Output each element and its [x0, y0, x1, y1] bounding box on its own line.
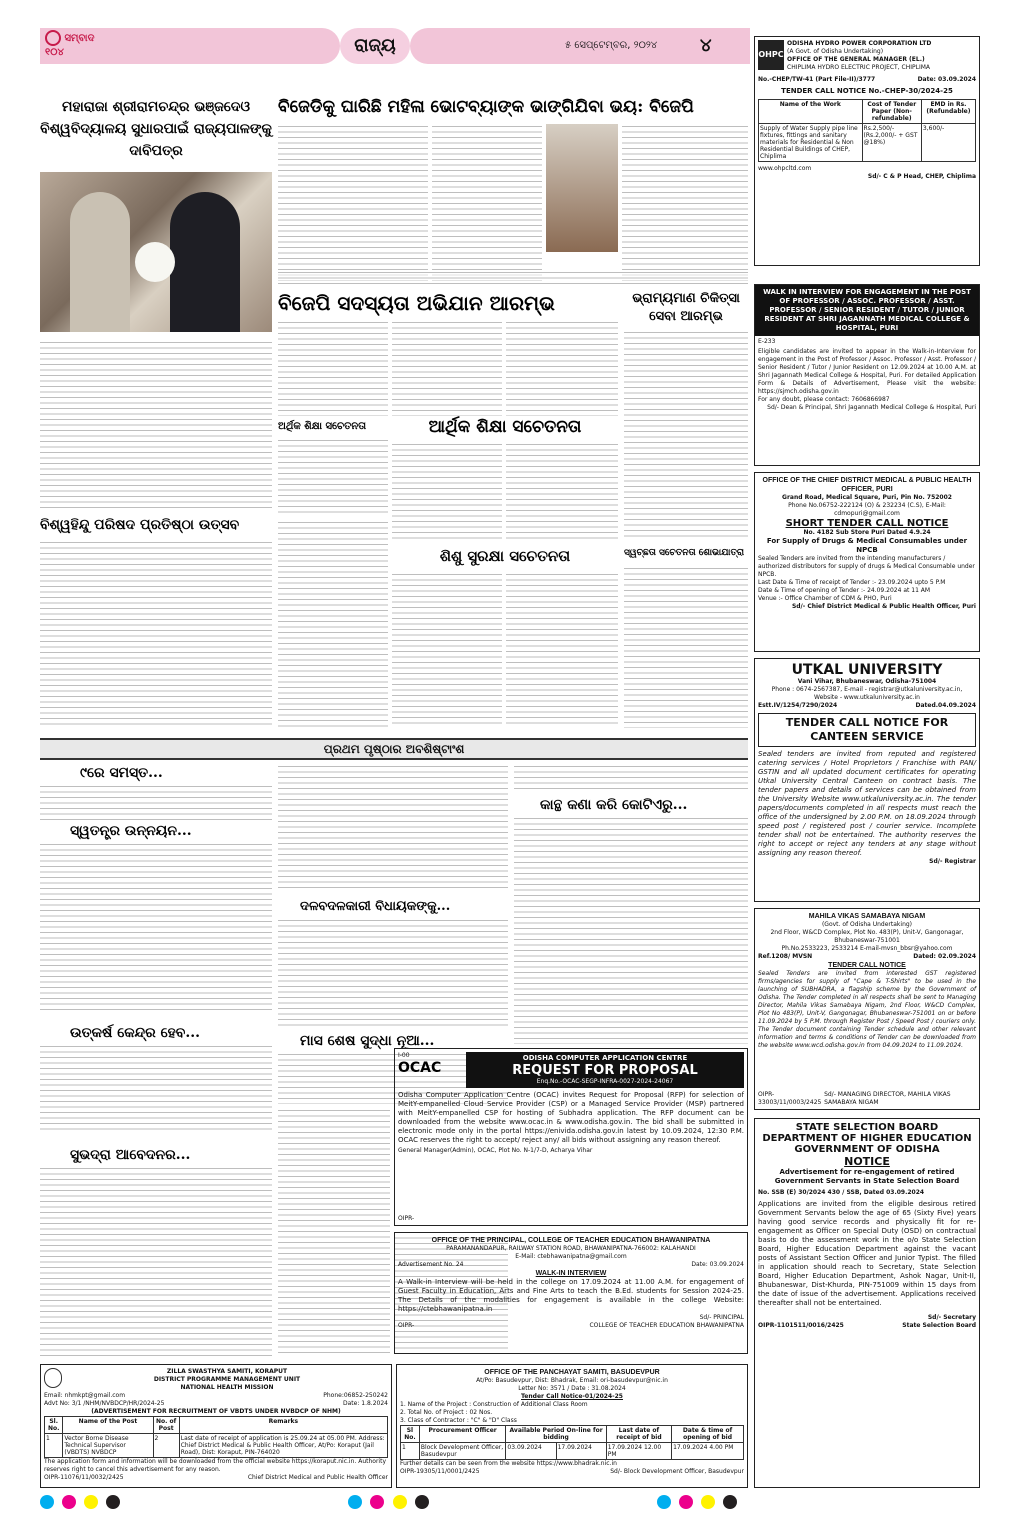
basudevpur-title: OFFICE OF THE PANCHAYAT SAMITI, BASUDEVPUR — [484, 1369, 660, 1376]
koraput-notice: (ADVERTISEMENT FOR RECRUITMENT OF VBDTS UNDER NVBDCP OF NHM) — [91, 1408, 341, 1415]
story7-body — [506, 572, 618, 728]
basudevpur-ad — [396, 1364, 748, 1488]
story3-body — [506, 320, 618, 416]
story7-body — [392, 572, 502, 728]
story6-headline: ବିଶ୍ୱହିନ୍ଦୁ ପରିଷଦ ପ୍ରତିଷ୍ଠା ଉତ୍ସବ — [40, 517, 240, 533]
ocac-title: REQUEST FOR PROPOSAL — [512, 1063, 698, 1078]
koraput-oipr: OIPR-11076/11/0032/2425 — [44, 1474, 124, 1481]
ssb-oipr: OIPR-1101511/0016/2425 — [758, 1322, 844, 1329]
td: 17.09.2024 4.00 PM — [672, 1443, 744, 1460]
td: 2 — [153, 1434, 179, 1458]
utkal-web: Website - www.utkaluniversity.ac.in — [814, 694, 920, 701]
mvsn-notice: TENDER CALL NOTICE — [828, 962, 906, 969]
mvsn-sign: Sd/- MANAGING DIRECTOR, MAHILA VIKAS SAMABAYA NIGAM — [824, 1091, 951, 1106]
ssb-t2: DEPARTMENT OF HIGHER EDUCATION — [762, 1133, 972, 1144]
basudevpur-table — [400, 1425, 744, 1460]
ssb-ad — [754, 1118, 980, 1488]
story8-body — [624, 566, 748, 728]
ocac-ref: Enq.No.-OCAC-SEGP-INFRA-0027-2024-24067 — [536, 1078, 674, 1085]
person-figure — [170, 192, 240, 332]
td: Rs.2,500/- (Rs.2,000/- + GST @18%) — [862, 124, 921, 162]
magenta-dot — [370, 1495, 384, 1509]
logo-mark-icon — [45, 30, 61, 46]
yellow-dot — [701, 1495, 715, 1509]
utkal-notice: TENDER CALL NOTICE FOR CANTEEN SERVICE — [758, 713, 976, 747]
basudevpur-oipr: OIPR-19305/11/0001/2425 — [400, 1468, 480, 1475]
cont-headline-4: ସୁଭଦ୍ରା ଆବେଦନର... — [70, 1147, 191, 1163]
cyan-dot — [40, 1495, 54, 1509]
cont-headline-1: ୯ରେ ସମସ୍ତ... — [80, 765, 163, 781]
cont-body-1c — [514, 764, 748, 792]
teacher-date: Date: 03.09.2024 — [691, 1261, 744, 1268]
teacher-addr: PARAMANANDAPUR, RAILWAY STATION ROAD, BHAWANIPATNA-766002: KALAHANDI — [446, 1245, 696, 1252]
story2-body — [278, 124, 428, 284]
koraput-phone: Phone:06852-250242 — [323, 1392, 388, 1399]
story3-body — [392, 320, 502, 416]
ohpc-org: ODISHA HYDRO POWER CORPORATION LTD — [787, 40, 932, 47]
basudevpur-item: 3. Class of Contractor : "C" & "D" Class — [400, 1417, 517, 1424]
ohpc-title: TENDER CALL NOTICE No.-CHEP-30/2024-25 — [781, 87, 953, 95]
cdmo-sign: Sd/- Chief District Medical & Public Health Officer, Puri — [791, 603, 976, 610]
th: Procurement Officer — [419, 1426, 506, 1443]
teacher-notice: WALK-IN INTERVIEW — [535, 1270, 607, 1277]
ocac-body: Odisha Computer Application Centre (OCAC) invites Request for Proposal (RFP) for selection of MeitY-empanelled Cloud Service Provider (CSP) or a Managed Service Provider (MSP) partnered with MeitY-empanelled CSP for hosting of Subhadra application. The RFP document can be downloaded from the website www.ocac.in & www.odisha.gov.in. The bid shall be submitted in electronic mode only in the portal https://enivida.odisha.gov.in latest by 10.09.2024, 12:30 P.M. OCAC reserves the right to accept/ reject any/ all bids without assigning any reason thereof. — [398, 1091, 744, 1144]
basudevpur-foot: Further details can be seen from the website https://www.bhadrak.nic.in — [400, 1460, 617, 1467]
th: Cost of Tender Paper (Non-refundable) — [862, 100, 921, 124]
teacher-title: OFFICE OF THE PRINCIPAL, COLLEGE OF TEACHER EDUCATION BHAWANIPATNA — [431, 1237, 711, 1244]
magenta-dot — [62, 1495, 76, 1509]
header-band-right — [410, 28, 750, 64]
td: Block Development Officer, Basudevpur — [419, 1443, 506, 1460]
cdmo-addr: Grand Road, Medical Square, Puri, Pin No. 752002 — [782, 494, 952, 501]
koraput-email: Email: nhmkpt@gmail.com — [44, 1392, 126, 1399]
story2-body — [278, 270, 748, 284]
cont-body-7 — [514, 816, 748, 1044]
story8-headline: ସ୍ୱଚ୍ଛତା ସଚେତନତା ଶୋଭାଯାତ୍ରା — [624, 548, 745, 558]
ocac-sign: General Manager(Admin), OCAC, Plot No. N-1/7-D, Acharya Vihar — [398, 1147, 593, 1154]
cdmo-body: Sealed Tenders are invited from the intending manufacturers / authorized distributors for supply of drugs & Medical Consumable under NPCB. — [758, 555, 975, 578]
teacher-ref: Advertisement No. 24 — [398, 1261, 464, 1268]
story5-body — [392, 442, 502, 542]
walkin-sign: Sd/- Dean & Principal, Shri Jagannath Medical College & Hospital, Puri — [767, 404, 976, 411]
continuation-band: ପ୍ରଥମ ପୃଷ୍ଠାର ଅବଶିଷ୍ଟାଂଶ — [40, 738, 748, 760]
ssb-body: Applications are invited from the eligible desirous retired Government Servants below the age of 65 (Sixty Five) years having good service records and physically fit for re-engagement as Officer on Special Duty (OSD) on contractual basis to do the assessment work in the o/o State Selection Board, Higher Education Department against the vacant posts of Assistant Section Officer and Junior Typist. The filled in application should reach to Secretary, State Selection Board, Higher Education Department, Ashok Nagar, Unit-II, Bhubaneswar, Dist-Khurda, PIN-751009 within 15 days from the date of issue of the advertisement. Applications received thereafter shall not be entertained. — [758, 1200, 976, 1307]
cyan-dot — [348, 1495, 362, 1509]
ohpc-date: Date: 03.09.2024 — [917, 76, 976, 83]
cont-body-6b — [278, 1108, 390, 1354]
section-title: ରାଜ୍ୟ — [340, 28, 410, 64]
cdmo-title: OFFICE OF THE CHIEF DISTRICT MEDICAL & PUBLIC HEALTH OFFICER, PURI — [762, 477, 972, 493]
magenta-dot — [679, 1495, 693, 1509]
cdmo-line: Last Date & Time of receipt of Tender :- 23.09.2024 upto 5 P.M — [758, 579, 946, 586]
cont-body-1b — [278, 764, 508, 892]
ocac-logo: OCAC — [398, 1060, 442, 1076]
koraput-table — [44, 1416, 388, 1458]
mvsn-body: Sealed Tenders are invited from interested GST registered firms/agencies for supply of "Cape & T-Shirts" to be used in the launching of SUBHADRA, a flagship scheme by the Government of Odisha. The Tender completed in all respects shall be sent to Managing Director, Mahila Vikas Samabaya Nigam, 2nd Floor, W&CD Complex, Plot No 483(P), Unit-V, Gangonagar, Bhubaneswar-751001 on or before 11.09.2024 by 5 P.M. through Register Post / Speed Post / couriers only. The Tender document containing Tender schedule and other relevant information and terms & conditions of Tender can be downloaded from the website www.wcd.odisha.gov.in from 04.09.2024 to 11.09.2024. — [758, 970, 976, 1049]
page-number: ୪ — [700, 35, 712, 56]
bouquet — [135, 242, 175, 282]
story5-body — [506, 442, 618, 542]
td: 3,600/- — [921, 124, 975, 162]
td: Last date of receipt of application is 25.09.24 at 05.00 PM. Address: Chief District Medical & Public Health Officer, At/Po: Koraput (Jail Road), Dist: Koraput, PIN-764020 — [179, 1434, 387, 1458]
ohpc-sub: CHIPLIMA HYDRO ELECTRIC PROJECT, CHIPLIMA — [787, 64, 931, 71]
mvsn-ad — [754, 908, 980, 1110]
cdmo-notice: SHORT TENDER CALL NOTICE — [785, 518, 949, 529]
story5-body — [278, 438, 388, 514]
th: No. of Post — [153, 1417, 179, 1434]
walkin-body: Eligible candidates are invited to appear in the Walk-in-Interview for engagement in the Post of Professor / Assoc. Professor / Asst. Professor / Senior Resident / Tutor / Junior Resident on 12.09.2024 at 10.00 A.M. at Shri Jagannath Medical College & Hospital, Puri. For detailed Application Form & Details of Advertisement, Please visit the website: https://sjmch.odisha.gov.in — [758, 348, 976, 395]
story3-body — [278, 320, 388, 416]
cdmo-no: No. 4182 Sub Store Puri Dated 4.9.24 — [803, 529, 931, 536]
story2-body — [432, 124, 542, 284]
ssb-ref: No. SSB (E) 30/2024 430 / SSB, Dated 03.09.2024 — [758, 1189, 925, 1196]
story2-body — [622, 124, 748, 284]
story3-headline: ବିଜେପି ସଦସ୍ୟତା ଅଭିଯାନ ଆରମ୍ଭ — [278, 291, 555, 315]
teacher-oipr: OIPR- — [398, 1322, 415, 1329]
td: Vector Borne Disease Technical Supervisor (VBDTS) NVBDCP — [63, 1434, 153, 1458]
ocac-org: ODISHA COMPUTER APPLICATION CENTRE — [522, 1054, 688, 1062]
mvsn-date: Dated: 02.09.2024 — [913, 953, 976, 960]
ocac-ad — [394, 1048, 748, 1226]
koraput-t2: DISTRICT PROGRAMME MANAGEMENT UNIT — [153, 1376, 301, 1383]
story1-body — [40, 340, 272, 510]
ssb-notice: NOTICE — [844, 1155, 890, 1168]
td: 03.09.2024 — [506, 1443, 556, 1460]
cyan-dot — [657, 1495, 671, 1509]
black-dot — [723, 1495, 737, 1509]
koraput-ref: Advt No: 3/1 /NHM/NVBDCP/HR/2024-25 — [44, 1400, 165, 1407]
ohpc-office: OFFICE OF THE GENERAL MANAGER (EL.) — [787, 56, 925, 63]
koraput-ad — [40, 1364, 392, 1488]
teacher-sign: Sd/- PRINCIPAL — [699, 1314, 744, 1321]
koraput-note: The application form and information will be downloaded from the official website https://koraput.nic.in. Authority reserves right to cancel this advertisement for any reason. — [44, 1458, 386, 1473]
koraput-sign: Chief District Medical and Public Health Officer — [247, 1474, 388, 1481]
newspaper-logo — [45, 30, 105, 64]
ohpc-sub: (A Govt. of Odisha Undertaking) — [787, 48, 884, 55]
cont-headline-2: ସ୍ୱତନ୍ତ୍ର ଉନ୍ନୟନ... — [70, 823, 192, 839]
story1-headline: ମହାରାଜା ଶ୍ରୀରାମଚନ୍ଦ୍ର ଭଞ୍ଜଦେଓ ବିଶ୍ୱବିଦ୍ୟାଳୟ ସୁଧାରପାଇଁ ରାଜ୍ୟପାଳଙ୍କୁ ଦାବିପତ୍ର — [40, 99, 272, 159]
story4-body — [624, 330, 748, 540]
basudevpur-item: 2. Total No. of Project : 02 Nos. — [400, 1409, 493, 1416]
mvsn-addr: 2nd Floor, W&CD Complex, Plot No. 483(P), Unit-V, Gangonagar, Bhubaneswar-751001 — [770, 929, 964, 944]
cont-body-3 — [40, 1044, 272, 1134]
story5-kicker: ଅର୍ଥିକ ଶିକ୍ଷା ସଚେତନତା — [278, 421, 367, 432]
ohpc-ref: No.-CHEP/TW-41 (Part File-II)/3777 — [758, 76, 876, 83]
ohpc-table — [758, 99, 976, 162]
story6-body — [278, 520, 388, 728]
story2-photo — [546, 124, 618, 252]
basudevpur-sign: Sd/- Block Development Officer, Basudevpur — [610, 1468, 744, 1475]
emblem-icon — [44, 1368, 62, 1388]
utkal-date: Dated.04.09.2024 — [915, 702, 976, 709]
story5-headline: ଆର୍ଥିକ ଶିକ୍ଷା ସଚେତନତା — [428, 417, 582, 437]
walkin-title: WALK IN INTERVIEW FOR ENGAGEMENT IN THE POST OF PROFESSOR / ASSOC. PROFESSOR / ASST. PROFESSOR / SENIOR RESIDENT / TUTOR / JUNIOR RESIDENT AT SHRI JAGANNATH MEDICAL COLLEGE & HOSPITAL, PURI — [755, 285, 979, 336]
story2-headline: ବିଜେଡିକୁ ଘାରିଛି ମହିଳା ଭୋଟବ୍ୟାଙ୍କ ଭାଙ୍ଗିଯିବା ଭୟ: ବିଜେପି — [278, 97, 694, 117]
koraput-date: Date: 1.8.2024 — [343, 1400, 388, 1407]
ssb-sign: Sd/- Secretary — [927, 1314, 976, 1321]
story6-body — [40, 540, 272, 728]
th: Name of the Work — [759, 100, 863, 124]
cont-body-1 — [40, 784, 272, 820]
th: Available Period On-line for bidding — [506, 1426, 606, 1443]
mvsn-ref: Ref.1208/ MVSN — [758, 953, 813, 960]
black-dot — [106, 1495, 120, 1509]
basudevpur-addr: At/Po: Basudevpur, Dist: Bhadrak, Email: ori-basudevpur@nic.in — [476, 1377, 668, 1384]
ssb-sub: Advertisement for re-engagement of retired Government Servants in State Selection Board — [774, 1168, 960, 1185]
cont-headline-3: ଉତ୍କର୍ଷ କେନ୍ଦ୍ର ହେବ... — [70, 1025, 200, 1041]
th: Sl No. — [401, 1426, 420, 1443]
person-figure — [70, 192, 130, 332]
cont-body-4 — [40, 1166, 272, 1356]
walkin-code: E-233 — [758, 338, 776, 345]
basudevpur-item: 1. Name of the Project : Construction of Additional Class Room — [400, 1401, 588, 1408]
cont-headline-5: ଦଳବଦଳକାରୀ ବିଧାୟକଙ୍କୁ... — [300, 899, 451, 914]
utkal-title: UTKAL UNIVERSITY — [791, 662, 943, 678]
ocac-logo-block — [398, 1052, 462, 1088]
ohpc-logo-icon: OHPC — [758, 40, 784, 70]
td: 1 — [401, 1443, 420, 1460]
utkal-phone: Phone : 0674-2567387, E-mail - registrar@utkaluniversity.ac.in, — [771, 686, 963, 693]
th: Name of the Post — [63, 1417, 153, 1434]
header-date: ୫ ସେପ୍ଟେମ୍ବର, ୨୦୨୪ — [565, 40, 658, 51]
cdmo-phone: Phone No.06752-222124 (O) & 232234 (C.S), E-Mail: cdmopuri@gmail.com — [788, 502, 946, 517]
ssb-t3: GOVERNMENT OF ODISHA — [794, 1144, 940, 1155]
ssb-t1: STATE SELECTION BOARD — [795, 1122, 939, 1133]
basudevpur-letter: Letter No: 3571 / Date : 31.08.2024 — [518, 1385, 626, 1392]
mvsn-oipr: OIPR-33003/11/0003/2425 — [758, 1091, 822, 1106]
koraput-t1: ZILLA SWASTHYA SAMITI, KORAPUT — [166, 1368, 288, 1375]
teacher-sign2: COLLEGE OF TEACHER EDUCATION BHAWANIPATNA — [589, 1322, 744, 1329]
cont-headline-6: ମାସ ଶେଷ ସୁଦ୍ଧା ନୂଆ... — [300, 1033, 435, 1049]
td: Supply of Water Supply pipe line fixtures, fittings and sanitary materials for Residential & Non Residential Buildings of CHEP, Chiplima — [759, 124, 863, 162]
utkal-body: Sealed tenders are invited from reputed and registered catering services / Hotel Proprietors / Franchise with PAN/ GSTIN and all updated document certificates for operating Utkal University Central Canteen on contract basis. The tender papers and details of services can be obtained from the University Website www.utkaluniversity.ac.in. The tender papers/documents completed in all respects must reach the office of the undersigned by 2.00 P.M. on 18.09.2024 through speed post / registered post / courier service. Incomplete tender shall not be entertained. The authority reserves the right to accept or reject any tenders at any stage without assigning any reason thereof. — [758, 750, 976, 857]
cdmo-subject: For Supply of Drugs & Medical Consumables under NPCB — [766, 537, 968, 554]
ocac-code: I-00 — [398, 1052, 410, 1059]
th: EMD in Rs. (Refundable) — [921, 100, 975, 124]
cont-body-2 — [40, 842, 272, 1012]
basudevpur-notice: Tender Call Notice-01/2024-25 — [521, 1393, 623, 1400]
utkal-ad — [754, 658, 980, 902]
walkin-ad — [754, 284, 980, 466]
th: Remarks — [179, 1417, 387, 1434]
yellow-dot — [84, 1495, 98, 1509]
utkal-sign: Sd/- Registrar — [929, 858, 976, 865]
yellow-dot — [393, 1495, 407, 1509]
black-dot — [415, 1495, 429, 1509]
cont-body-5 — [278, 918, 508, 1030]
th: Last date of receipt of bid — [606, 1426, 671, 1443]
ohpc-footer: Sd/- C & P Head, CHEP, Chiplima — [867, 173, 976, 180]
walkin-contact: For any doubt, please contact: 7606866987 — [758, 396, 890, 403]
td: 17.09.2024 — [556, 1443, 606, 1460]
teacher-college-ad — [394, 1232, 748, 1354]
utkal-addr: Vani Vihar, Bhubaneswar, Odisha-751004 — [797, 678, 937, 685]
utkal-ref: Estt.IV/1254/7290/2024 — [758, 702, 838, 709]
mvsn-phone: Ph.No.2533223, 2533214 E-mail-mvsn_bbsr@yahoo.com — [781, 945, 953, 952]
teacher-body: A Walk-in Interview will be held in the college on 17.09.2024 at 11.00 A.M. for engagement of Guest Faculty in Education, Arts and Fine Arts to teach the B.Ed. students for Session 2024-25. The Details of the modalities for engagement is available in the college Website: https://ctebhawanipatna.in — [398, 1278, 744, 1313]
td: 1 — [45, 1434, 63, 1458]
th: Sl. No. — [45, 1417, 63, 1434]
ohpc-ad — [754, 36, 980, 266]
cdmo-puri-ad — [754, 472, 980, 652]
koraput-t3: NATIONAL HEALTH MISSION — [180, 1384, 274, 1391]
teacher-email: E-Mail: ctebhawanipatna@gmail.com — [515, 1253, 627, 1260]
mvsn-title: MAHILA VIKAS SAMABAYA NIGAM — [808, 913, 926, 920]
mvsn-sub: (Govt. of Odisha Undertaking) — [821, 921, 913, 928]
story4-headline: ଭ୍ରାମ୍ୟମାଣ ଚିକିତ୍ସା ସେବା ଆରମ୍ଭ — [632, 291, 740, 324]
th: Date & time of opening of bid — [672, 1426, 744, 1443]
story7-headline: ଶିଶୁ ସୁରକ୍ଷା ସଚେତନତା — [439, 547, 571, 565]
ohpc-website: www.ohpcltd.com — [758, 165, 812, 172]
logo-text: ସମ୍ବାଦ ୧୦୪ — [45, 33, 95, 58]
story1-photo — [40, 172, 272, 332]
cdmo-line: Venue :- Office Chamber of CDM & PHO, Puri — [758, 595, 892, 602]
td: 17.09.2024 12.00 PM — [606, 1443, 671, 1460]
cmyk-strip — [40, 1494, 980, 1512]
cdmo-line: Date & Time of opening of Tender :- 24.09.2024 at 11 AM — [758, 587, 931, 594]
cont-headline-7: କାନ୍ଥ କଣା କରି କୋଟିଏରୁ... — [540, 797, 688, 813]
ocac-oipr: OIPR- — [398, 1215, 415, 1222]
ssb-sign2: State Selection Board — [902, 1322, 976, 1329]
